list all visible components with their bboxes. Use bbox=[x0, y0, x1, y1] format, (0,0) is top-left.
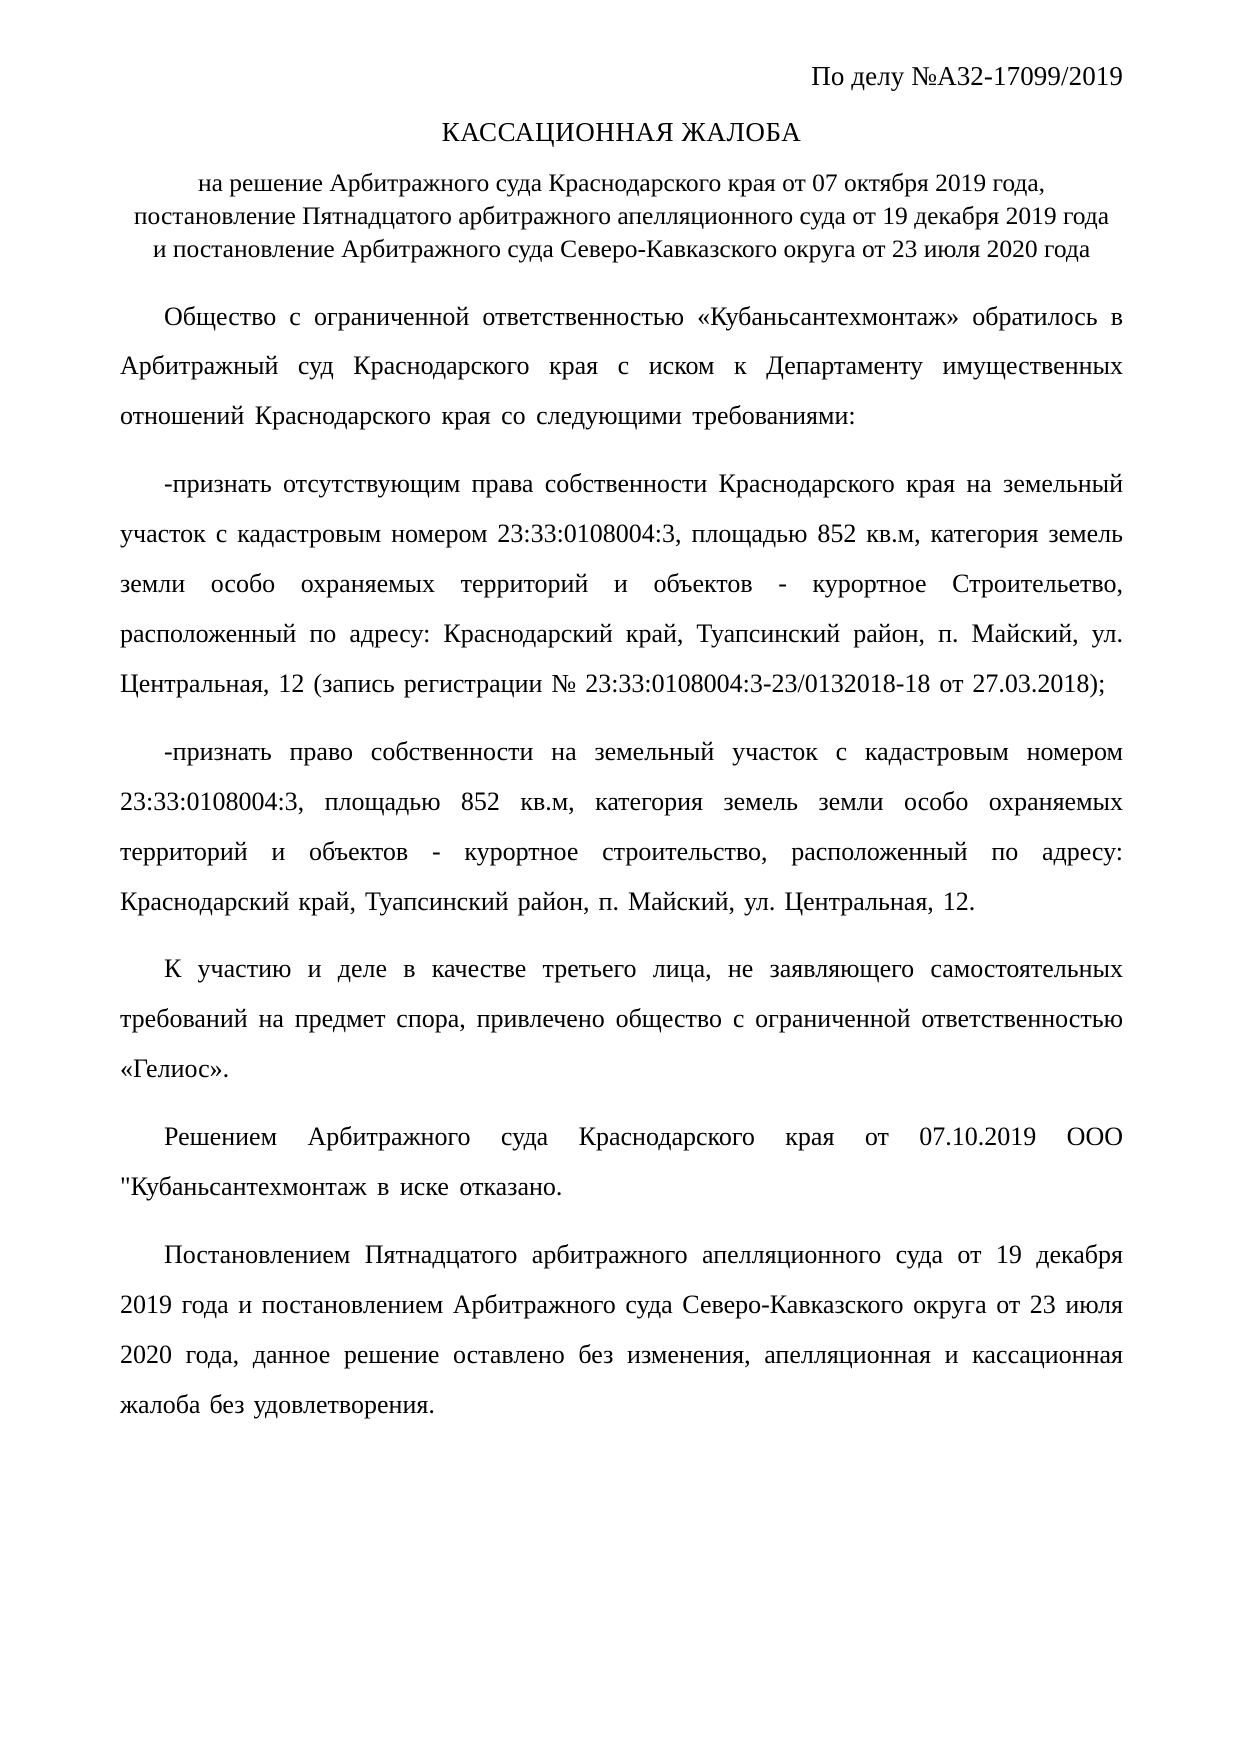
paragraph-first-instance-ruling: Решением Арбитражного суда Краснодарского края от 07.10.2019 ООО "Кубаньсантехмонтаж в иске отказано. bbox=[120, 1122, 1123, 1202]
paragraph-appeal-ruling: Постановлением Пятнадцатого арбитражного апелляционного суда от 19 декабря 2019 года и постановлением Арбитражного суда Северо-Кавказского округа от 23 июля 2020 года, данное решение оставлено без изменения, апелляционная и кассационная жалоба без удовлетворения. bbox=[120, 1239, 1123, 1419]
document-subtitle: на решение Арбитражного суда Краснодарского края от 07 октября 2019 года, постановление Пятнадцатого арбитражного апелляционного суда от 19 декабря 2019 года и постановление Арбитражного суда Северо-Кавказского округа от 23 июля 2020 года bbox=[133, 168, 1110, 264]
paragraph-intro-claimant: Общество с ограниченной ответственностью «Кубаньсантехмонтаж» обратилось в Арбитражный суд Краснодарского края с иском к Департаменту имущественных отношений Краснодарского края со следующими требованиями: bbox=[120, 301, 1123, 431]
paragraph-claim-one: -признать отсутствующим права собственности Краснодарского края на земельный участок с кадастровым номером 23:33:0108004:3, площадью 852 кв.м, категория земель земли особо охраняемых территорий и объектов - курортное Строительетво, расположенный по адресу: Краснодарский край, Туапсинский район, п. Майский, ул. Центральная, 12 (запись регистрации № 23:33:0108004:3-23/0132018-18 от 27.03.2018); bbox=[120, 469, 1123, 698]
paragraph-claim-two: -признать право собственности на земельный участок с кадастровым номером 23:33:0108004:3, площадью 852 кв.м, категория земель земли особо охраняемых территорий и объектов - курортное строительство, расположенный по адресу: Краснодарский край, Туапсинский район, п. Майский, ул. Центральная, 12. bbox=[120, 736, 1123, 916]
page-title: КАССАЦИОННАЯ ЖАЛОБА bbox=[441, 117, 802, 148]
paragraph-third-party: К участию и деле в качестве третьего лица, не заявляющего самостоятельных требований на предмет спора, привлечено общество с ограниченной ответственностью «Гелиос». bbox=[120, 954, 1123, 1084]
case-reference: По делу №А32-17099/2019 bbox=[811, 61, 1123, 91]
